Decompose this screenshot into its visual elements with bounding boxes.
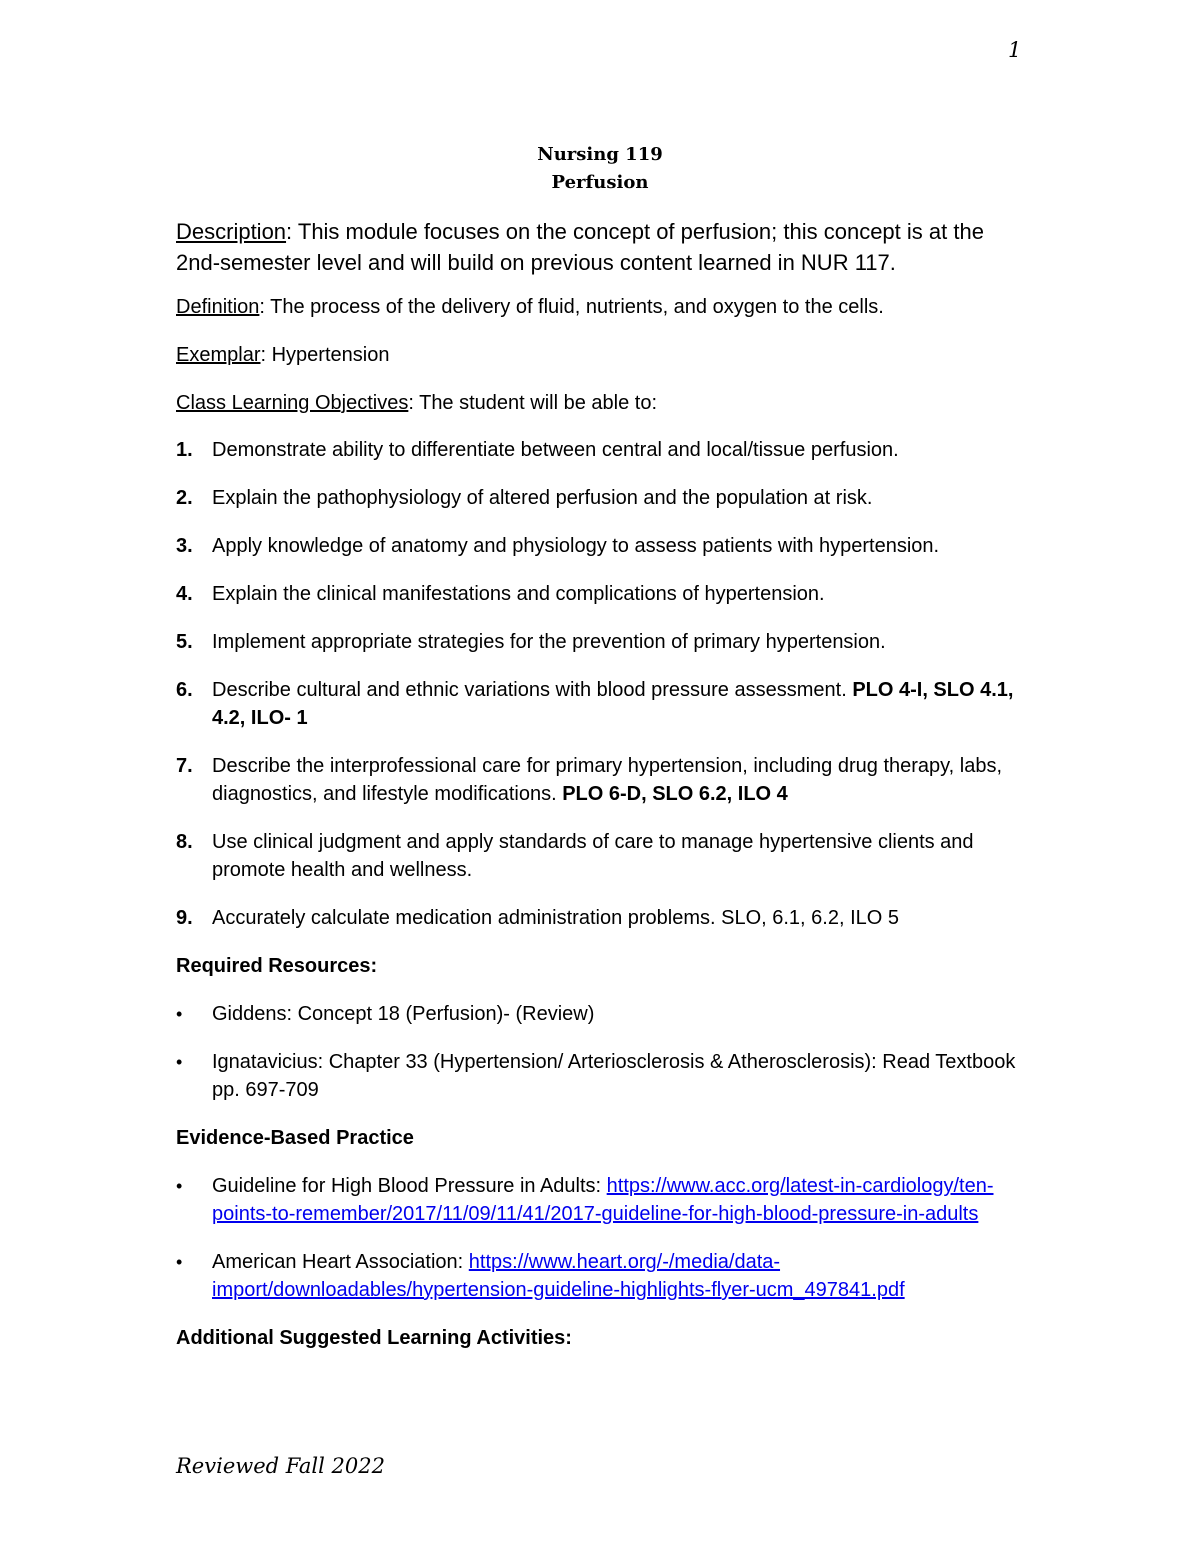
exemplar-text: : Hypertension	[260, 344, 390, 366]
objective-text: Accurately calculate medication administration problems. SLO, 6.1, 6.2, ILO 5	[212, 907, 900, 929]
objective-text: Describe the interprofessional care for primary hypertension, including drug therapy, labs, diagnostics, and lifestyle modifications.	[212, 755, 1003, 805]
objective-item	[176, 580, 1026, 608]
page-number: 1	[1008, 38, 1022, 62]
objective-item	[176, 628, 1026, 656]
document-subtitle: Perfusion	[551, 172, 649, 193]
objectives-label: Class Learning Objectives	[176, 392, 409, 414]
bullet-icon: •	[176, 1004, 183, 1024]
objective-number: 1.	[176, 439, 193, 461]
footer-reviewed-date: Reviewed Fall 2022	[176, 1454, 385, 1478]
objective-text: Implement appropriate strategies for the prevention of primary hypertension.	[212, 631, 886, 653]
title-block	[0, 141, 1200, 197]
objective-item	[176, 752, 1026, 808]
objective-text: Describe cultural and ethnic variations with blood pressure assessment.	[212, 679, 853, 701]
description-paragraph	[176, 216, 1026, 278]
objective-text: Apply knowledge of anatomy and physiology to assess patients with hypertension.	[212, 535, 940, 557]
list-item	[176, 1172, 1026, 1228]
list-item	[176, 1000, 1026, 1028]
exemplar-paragraph	[176, 340, 1026, 371]
evidence-based-heading: Evidence-Based Practice	[176, 1127, 414, 1149]
aha-flyer-link[interactable]: https://www.heart.org/-/media/data-import/downloadables/hypertension-guideline-highlights-flyer-ucm_497841.pdf	[212, 1251, 905, 1301]
objectives-list	[176, 436, 1026, 932]
objective-number: 8.	[176, 831, 193, 853]
objective-number: 6.	[176, 679, 193, 701]
objective-number: 4.	[176, 583, 193, 605]
resource-text: Ignatavicius: Chapter 33 (Hypertension/ Arteriosclerosis & Atherosclerosis): Read Textbook pp. 697-709	[212, 1051, 1016, 1101]
objective-number: 5.	[176, 631, 193, 653]
objective-text: Demonstrate ability to differentiate between central and local/tissue perfusion.	[212, 439, 899, 461]
objective-outcome-codes: PLO 4-I, SLO 4.1, 4.2, ILO- 1	[212, 679, 1014, 729]
objective-outcome-codes: PLO 6-D, SLO 6.2, ILO 4	[562, 783, 788, 805]
list-item	[176, 1048, 1026, 1104]
document-body	[176, 216, 1026, 1372]
bullet-icon: •	[176, 1252, 183, 1272]
objective-item	[176, 904, 1026, 932]
document-title: Nursing 119	[537, 144, 663, 165]
description-text: : This module focuses on the concept of perfusion; this concept is at the 2nd-semester level and will build on previous content learned in NUR 117.	[176, 219, 984, 275]
evidence-text: American Heart Association:	[212, 1251, 469, 1273]
objective-number: 9.	[176, 907, 193, 929]
objective-text: Use clinical judgment and apply standards of care to manage hypertensive clients and promote health and wellness.	[212, 831, 974, 881]
definition-text: : The process of the delivery of fluid, nutrients, and oxygen to the cells.	[259, 296, 884, 318]
definition-paragraph	[176, 292, 1026, 323]
objective-item	[176, 436, 1026, 464]
additional-activities-heading: Additional Suggested Learning Activities:	[176, 1327, 572, 1349]
bullet-icon: •	[176, 1176, 183, 1196]
acc-guideline-link[interactable]: https://www.acc.org/latest-in-cardiology/ten-points-to-remember/2017/11/09/11/41/2017-guideline-for-high-blood-pressure-in-adults	[212, 1175, 994, 1225]
evidence-text: Guideline for High Blood Pressure in Adults:	[212, 1175, 607, 1197]
list-item	[176, 1248, 1026, 1304]
objective-number: 7.	[176, 755, 193, 777]
objective-text: Explain the clinical manifestations and complications of hypertension.	[212, 583, 825, 605]
evidence-based-list	[176, 1172, 1026, 1304]
objective-item	[176, 828, 1026, 884]
objective-item	[176, 676, 1026, 732]
required-resources-list	[176, 1000, 1026, 1104]
definition-label: Definition	[176, 296, 260, 318]
resource-text: Giddens: Concept 18 (Perfusion)- (Review)	[212, 1003, 595, 1025]
objective-number: 2.	[176, 487, 193, 509]
objective-text: Explain the pathophysiology of altered perfusion and the population at risk.	[212, 487, 873, 509]
exemplar-label: Exemplar	[176, 344, 261, 366]
description-label: Description	[176, 219, 287, 244]
objective-item	[176, 532, 1026, 560]
required-resources-heading: Required Resources:	[176, 955, 378, 977]
objectives-intro-text: : The student will be able to:	[408, 392, 658, 414]
bullet-icon: •	[176, 1052, 183, 1072]
objective-item	[176, 484, 1026, 512]
objectives-intro	[176, 388, 1026, 419]
objective-number: 3.	[176, 535, 193, 557]
